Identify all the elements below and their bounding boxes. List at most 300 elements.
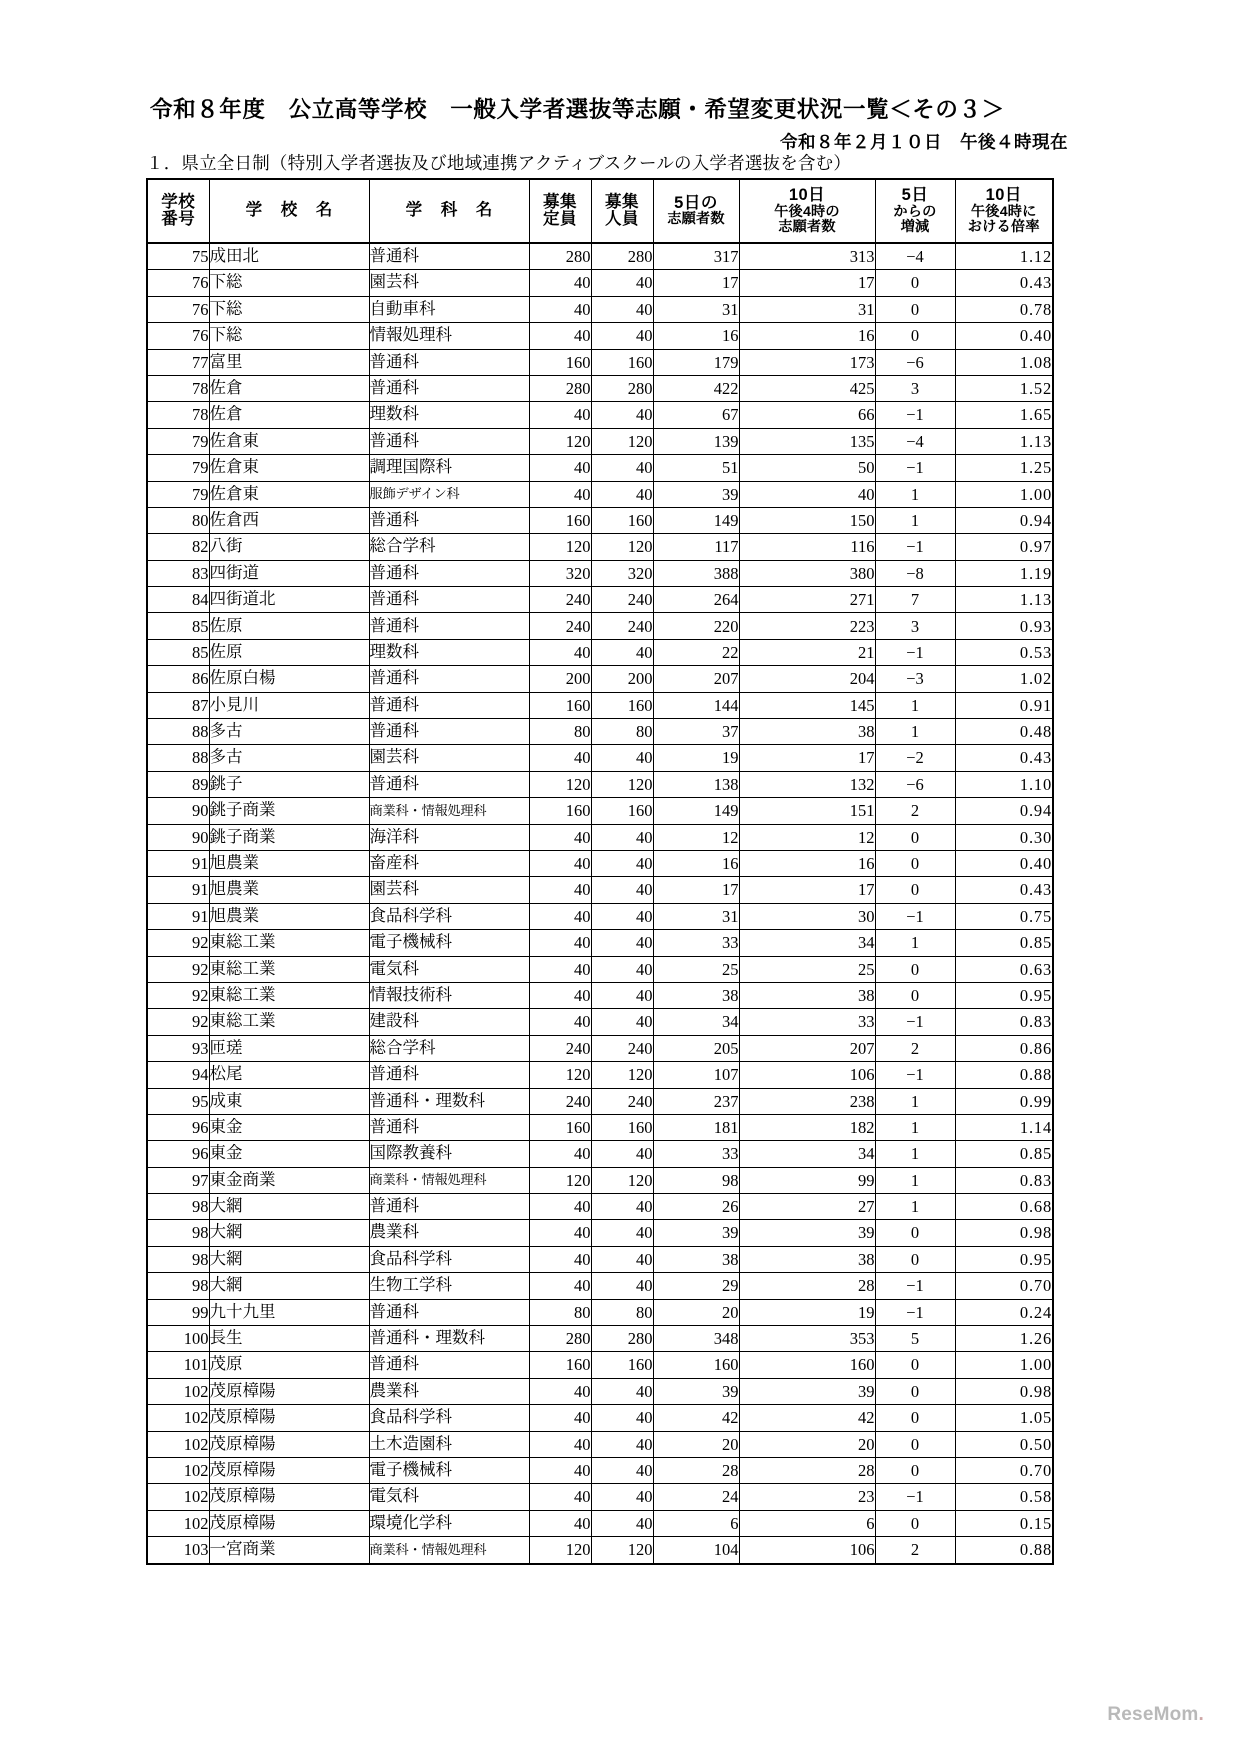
cell-department-name: 総合学科 [369, 534, 529, 560]
cell-day10-applicants: 31 [739, 296, 875, 322]
cell-department-name: 普通科 [369, 1299, 529, 1325]
cell-personnel: 200 [591, 666, 653, 692]
cell-change: −2 [875, 745, 955, 771]
cell-personnel: 40 [591, 1141, 653, 1167]
cell-ratio: 0.75 [955, 903, 1053, 929]
cell-ratio: 0.68 [955, 1194, 1053, 1220]
cell-ratio: 0.97 [955, 534, 1053, 560]
cell-capacity: 40 [529, 982, 591, 1008]
cell-capacity: 120 [529, 1167, 591, 1193]
cell-capacity: 40 [529, 903, 591, 929]
table-row [147, 1484, 1053, 1510]
cell-day5-applicants: 39 [653, 481, 739, 507]
cell-school-number: 102 [147, 1378, 209, 1404]
table-row [147, 1352, 1053, 1378]
cell-personnel: 40 [591, 1484, 653, 1510]
cell-personnel: 240 [591, 1035, 653, 1061]
table-row [147, 1510, 1053, 1536]
cell-change: −1 [875, 402, 955, 428]
cell-day5-applicants: 107 [653, 1062, 739, 1088]
cell-school-name: 長生 [209, 1326, 369, 1352]
cell-school-number: 90 [147, 824, 209, 850]
table-row [147, 719, 1053, 745]
table-row [147, 1405, 1053, 1431]
cell-ratio: 1.00 [955, 1352, 1053, 1378]
cell-school-name: 多古 [209, 745, 369, 771]
cell-day5-applicants: 348 [653, 1326, 739, 1352]
cell-ratio: 0.40 [955, 850, 1053, 876]
cell-change: 0 [875, 270, 955, 296]
cell-school-number: 88 [147, 745, 209, 771]
cell-personnel: 40 [591, 1378, 653, 1404]
cell-school-name: 富里 [209, 349, 369, 375]
table-row [147, 270, 1053, 296]
section-heading: １．県立全日制（特別入学者選抜及び地域連携アクティブスクールの入学者選抜を含む） [146, 153, 852, 173]
cell-school-number: 78 [147, 402, 209, 428]
table-row [147, 1194, 1053, 1220]
cell-change: 2 [875, 798, 955, 824]
cell-department-name: 食品科学科 [369, 903, 529, 929]
cell-day5-applicants: 104 [653, 1537, 739, 1564]
table-row [147, 1009, 1053, 1035]
cell-change: 0 [875, 850, 955, 876]
cell-ratio: 0.53 [955, 639, 1053, 665]
cell-personnel: 160 [591, 507, 653, 533]
cell-school-number: 98 [147, 1273, 209, 1299]
cell-day10-applicants: 39 [739, 1378, 875, 1404]
cell-capacity: 240 [529, 587, 591, 613]
cell-school-number: 80 [147, 507, 209, 533]
cell-school-name: 銚子 [209, 771, 369, 797]
cell-school-number: 87 [147, 692, 209, 718]
cell-department-name: 普通科 [369, 666, 529, 692]
cell-ratio: 1.08 [955, 349, 1053, 375]
ratio-line1: 10日 [985, 186, 1022, 205]
cell-personnel: 40 [591, 1194, 653, 1220]
cell-school-number: 91 [147, 903, 209, 929]
table-row [147, 982, 1053, 1008]
cell-personnel: 40 [591, 982, 653, 1008]
cell-department-name: 環境化学科 [369, 1510, 529, 1536]
cell-personnel: 160 [591, 1352, 653, 1378]
cell-department-name: 普通科 [369, 1114, 529, 1140]
cell-ratio: 1.13 [955, 587, 1053, 613]
cell-ratio: 0.94 [955, 507, 1053, 533]
cell-change: 0 [875, 1431, 955, 1457]
cell-day10-applicants: 223 [739, 613, 875, 639]
cell-personnel: 40 [591, 1220, 653, 1246]
cell-school-name: 下総 [209, 296, 369, 322]
cell-ratio: 0.70 [955, 1273, 1053, 1299]
cell-change: 0 [875, 1378, 955, 1404]
cell-day5-applicants: 28 [653, 1457, 739, 1483]
cell-school-number: 86 [147, 666, 209, 692]
cell-school-name: 佐倉東 [209, 428, 369, 454]
cell-school-number: 76 [147, 270, 209, 296]
cell-department-name: 食品科学科 [369, 1405, 529, 1431]
cell-change: 0 [875, 1457, 955, 1483]
table-row [147, 349, 1053, 375]
cell-ratio: 0.48 [955, 719, 1053, 745]
cell-department-name: 商業科・情報処理科 [369, 1537, 529, 1564]
cell-ratio: 1.10 [955, 771, 1053, 797]
cell-capacity: 280 [529, 1326, 591, 1352]
cell-school-number: 101 [147, 1352, 209, 1378]
cell-day5-applicants: 264 [653, 587, 739, 613]
cell-personnel: 40 [591, 956, 653, 982]
cell-personnel: 40 [591, 455, 653, 481]
cell-school-number: 102 [147, 1484, 209, 1510]
cell-capacity: 240 [529, 613, 591, 639]
cell-day5-applicants: 388 [653, 560, 739, 586]
cell-department-name: 普通科 [369, 375, 529, 401]
cell-change: −3 [875, 666, 955, 692]
cell-school-name: 成田北 [209, 243, 369, 270]
column-header-school-number [147, 179, 209, 243]
cell-change: −1 [875, 1062, 955, 1088]
cell-school-name: 成東 [209, 1088, 369, 1114]
cell-personnel: 40 [591, 1457, 653, 1483]
cell-day5-applicants: 33 [653, 930, 739, 956]
cell-capacity: 40 [529, 877, 591, 903]
cell-school-name: 佐原白楊 [209, 666, 369, 692]
cell-day5-applicants: 138 [653, 771, 739, 797]
table-row [147, 613, 1053, 639]
cell-personnel: 160 [591, 798, 653, 824]
cell-capacity: 40 [529, 956, 591, 982]
cell-department-name: 総合学科 [369, 1035, 529, 1061]
table-row [147, 798, 1053, 824]
cell-school-number: 82 [147, 534, 209, 560]
cell-school-number: 83 [147, 560, 209, 586]
cell-capacity: 160 [529, 1352, 591, 1378]
cell-day10-applicants: 38 [739, 719, 875, 745]
cell-school-number: 92 [147, 1009, 209, 1035]
cell-capacity: 40 [529, 1510, 591, 1536]
cell-change: 0 [875, 1220, 955, 1246]
cell-day10-applicants: 27 [739, 1194, 875, 1220]
cell-change: 2 [875, 1035, 955, 1061]
cell-day5-applicants: 38 [653, 982, 739, 1008]
cell-day5-applicants: 160 [653, 1352, 739, 1378]
cell-school-name: 佐倉東 [209, 455, 369, 481]
cell-change: 3 [875, 613, 955, 639]
cell-ratio: 0.98 [955, 1220, 1053, 1246]
cell-department-name: 普通科 [369, 1062, 529, 1088]
cell-change: 1 [875, 1194, 955, 1220]
cell-change: 0 [875, 824, 955, 850]
cell-personnel: 40 [591, 745, 653, 771]
cell-day5-applicants: 19 [653, 745, 739, 771]
cell-day5-applicants: 39 [653, 1378, 739, 1404]
cell-school-number: 102 [147, 1510, 209, 1536]
cell-capacity: 320 [529, 560, 591, 586]
cell-ratio: 0.70 [955, 1457, 1053, 1483]
cell-department-name: 園芸科 [369, 745, 529, 771]
cell-day5-applicants: 220 [653, 613, 739, 639]
cell-department-name: 普通科・理数科 [369, 1088, 529, 1114]
cell-day5-applicants: 98 [653, 1167, 739, 1193]
cell-day10-applicants: 207 [739, 1035, 875, 1061]
cell-ratio: 1.12 [955, 243, 1053, 270]
cell-school-name: 松尾 [209, 1062, 369, 1088]
cell-change: −1 [875, 1273, 955, 1299]
cell-day5-applicants: 16 [653, 323, 739, 349]
cell-capacity: 40 [529, 824, 591, 850]
cell-capacity: 80 [529, 1299, 591, 1325]
cell-change: −4 [875, 428, 955, 454]
cell-school-number: 98 [147, 1220, 209, 1246]
cell-day10-applicants: 151 [739, 798, 875, 824]
cell-day10-applicants: 135 [739, 428, 875, 454]
cell-school-number: 75 [147, 243, 209, 270]
cell-school-name: 東総工業 [209, 1009, 369, 1035]
cell-capacity: 40 [529, 402, 591, 428]
cell-day5-applicants: 38 [653, 1246, 739, 1272]
cell-day5-applicants: 149 [653, 798, 739, 824]
cell-school-number: 90 [147, 798, 209, 824]
cell-school-name: 佐倉西 [209, 507, 369, 533]
day10-line1: 10日 [788, 186, 826, 205]
table-row [147, 587, 1053, 613]
cell-change: 1 [875, 930, 955, 956]
cell-personnel: 240 [591, 1088, 653, 1114]
cell-personnel: 120 [591, 1062, 653, 1088]
personnel-line1: 募集 [605, 192, 639, 211]
cell-department-name: 電気科 [369, 956, 529, 982]
cell-department-name: 普通科 [369, 349, 529, 375]
cell-school-number: 97 [147, 1167, 209, 1193]
cell-day5-applicants: 181 [653, 1114, 739, 1140]
table-row [147, 1035, 1053, 1061]
cell-department-name: 普通科 [369, 428, 529, 454]
cell-school-name: 東総工業 [209, 930, 369, 956]
cell-day10-applicants: 150 [739, 507, 875, 533]
cell-school-number: 91 [147, 877, 209, 903]
cell-school-name: 一宮商業 [209, 1537, 369, 1564]
cell-department-name: 農業科 [369, 1220, 529, 1246]
column-header-ratio [955, 179, 1053, 243]
cell-day10-applicants: 204 [739, 666, 875, 692]
cell-school-name: 匝瑳 [209, 1035, 369, 1061]
cell-personnel: 160 [591, 349, 653, 375]
cell-capacity: 160 [529, 1114, 591, 1140]
cell-day5-applicants: 205 [653, 1035, 739, 1061]
cell-day10-applicants: 38 [739, 982, 875, 1008]
cell-capacity: 240 [529, 1088, 591, 1114]
cell-ratio: 0.99 [955, 1088, 1053, 1114]
cell-ratio: 0.95 [955, 1246, 1053, 1272]
table-row [147, 1220, 1053, 1246]
table-row [147, 1326, 1053, 1352]
column-header-day5-applicants [653, 179, 739, 243]
cell-school-number: 85 [147, 639, 209, 665]
cell-change: −1 [875, 903, 955, 929]
change-line2: からの [893, 203, 937, 220]
cell-department-name: 商業科・情報処理科 [369, 798, 529, 824]
cell-ratio: 0.98 [955, 1378, 1053, 1404]
cell-day10-applicants: 313 [739, 243, 875, 270]
cell-ratio: 1.26 [955, 1326, 1053, 1352]
cell-school-number: 92 [147, 930, 209, 956]
cell-day10-applicants: 23 [739, 1484, 875, 1510]
cell-department-name: 電気科 [369, 1484, 529, 1510]
cell-personnel: 120 [591, 534, 653, 560]
cell-day10-applicants: 42 [739, 1405, 875, 1431]
cell-school-name: 茂原樟陽 [209, 1457, 369, 1483]
cell-capacity: 40 [529, 1194, 591, 1220]
cell-change: 0 [875, 1405, 955, 1431]
cell-day10-applicants: 145 [739, 692, 875, 718]
cell-personnel: 320 [591, 560, 653, 586]
cell-change: −1 [875, 1484, 955, 1510]
table-row [147, 375, 1053, 401]
cell-personnel: 40 [591, 1405, 653, 1431]
cell-school-name: 銚子商業 [209, 798, 369, 824]
cell-personnel: 280 [591, 1326, 653, 1352]
cell-day10-applicants: 33 [739, 1009, 875, 1035]
cell-change: −8 [875, 560, 955, 586]
table-row [147, 296, 1053, 322]
cell-change: 0 [875, 1352, 955, 1378]
cell-school-number: 92 [147, 956, 209, 982]
cell-day5-applicants: 12 [653, 824, 739, 850]
cell-personnel: 40 [591, 1009, 653, 1035]
cell-capacity: 40 [529, 1405, 591, 1431]
cell-department-name: 普通科 [369, 560, 529, 586]
cell-day10-applicants: 40 [739, 481, 875, 507]
cell-school-name: 下総 [209, 323, 369, 349]
cell-day5-applicants: 25 [653, 956, 739, 982]
cell-capacity: 40 [529, 1246, 591, 1272]
cell-school-number: 102 [147, 1457, 209, 1483]
cell-day5-applicants: 317 [653, 243, 739, 270]
cell-ratio: 0.91 [955, 692, 1053, 718]
table-row [147, 323, 1053, 349]
cell-day10-applicants: 173 [739, 349, 875, 375]
cell-school-number: 96 [147, 1141, 209, 1167]
cell-change: 0 [875, 982, 955, 1008]
cell-ratio: 0.85 [955, 930, 1053, 956]
cell-department-name: 生物工学科 [369, 1273, 529, 1299]
cell-school-number: 76 [147, 296, 209, 322]
cell-school-number: 99 [147, 1299, 209, 1325]
cell-personnel: 40 [591, 296, 653, 322]
cell-ratio: 1.13 [955, 428, 1053, 454]
cell-day10-applicants: 425 [739, 375, 875, 401]
cell-school-number: 102 [147, 1431, 209, 1457]
cell-personnel: 160 [591, 692, 653, 718]
cell-day5-applicants: 139 [653, 428, 739, 454]
cell-change: 0 [875, 1246, 955, 1272]
cell-day10-applicants: 16 [739, 323, 875, 349]
cell-ratio: 0.30 [955, 824, 1053, 850]
cell-school-name: 旭農業 [209, 850, 369, 876]
cell-capacity: 40 [529, 1273, 591, 1299]
cell-capacity: 40 [529, 1141, 591, 1167]
cell-day10-applicants: 28 [739, 1457, 875, 1483]
cell-capacity: 40 [529, 930, 591, 956]
table-row [147, 692, 1053, 718]
cell-ratio: 0.95 [955, 982, 1053, 1008]
cell-school-number: 79 [147, 481, 209, 507]
cell-school-name: 旭農業 [209, 903, 369, 929]
cell-day10-applicants: 17 [739, 270, 875, 296]
cell-school-name: 茂原 [209, 1352, 369, 1378]
cell-day5-applicants: 42 [653, 1405, 739, 1431]
cell-capacity: 40 [529, 850, 591, 876]
cell-change: 5 [875, 1326, 955, 1352]
table-row [147, 850, 1053, 876]
cell-day10-applicants: 238 [739, 1088, 875, 1114]
cell-department-name: 普通科 [369, 243, 529, 270]
table-row [147, 1062, 1053, 1088]
cell-day10-applicants: 50 [739, 455, 875, 481]
cell-ratio: 1.65 [955, 402, 1053, 428]
cell-capacity: 40 [529, 1009, 591, 1035]
cell-day5-applicants: 6 [653, 1510, 739, 1536]
cell-day5-applicants: 67 [653, 402, 739, 428]
cell-change: 1 [875, 1088, 955, 1114]
cell-capacity: 240 [529, 1035, 591, 1061]
cell-capacity: 40 [529, 455, 591, 481]
cell-change: 1 [875, 1114, 955, 1140]
cell-ratio: 0.63 [955, 956, 1053, 982]
day10-line3: 志願者数 [778, 218, 836, 235]
cell-ratio: 0.50 [955, 1431, 1053, 1457]
cell-school-name: 茂原樟陽 [209, 1431, 369, 1457]
cell-day5-applicants: 20 [653, 1299, 739, 1325]
cell-day10-applicants: 38 [739, 1246, 875, 1272]
cell-change: 0 [875, 323, 955, 349]
cell-department-name: 普通科 [369, 692, 529, 718]
column-header-school-name: 学 校 名 [209, 179, 369, 243]
cell-department-name: 農業科 [369, 1378, 529, 1404]
cell-school-number: 98 [147, 1194, 209, 1220]
cell-school-name: 東金 [209, 1114, 369, 1140]
cell-day10-applicants: 106 [739, 1537, 875, 1564]
column-header-capacity [529, 179, 591, 243]
cell-personnel: 40 [591, 639, 653, 665]
admissions-table [146, 178, 1054, 1565]
ratio-line2: 午後4時に [970, 203, 1037, 220]
cell-change: 1 [875, 719, 955, 745]
column-header-department-name: 学 科 名 [369, 179, 529, 243]
cell-ratio: 0.24 [955, 1299, 1053, 1325]
cell-personnel: 120 [591, 1167, 653, 1193]
cell-day10-applicants: 353 [739, 1326, 875, 1352]
cell-department-name: 園芸科 [369, 270, 529, 296]
cell-capacity: 40 [529, 1378, 591, 1404]
cell-capacity: 120 [529, 534, 591, 560]
cell-capacity: 120 [529, 1062, 591, 1088]
cell-day10-applicants: 39 [739, 1220, 875, 1246]
cell-ratio: 0.83 [955, 1167, 1053, 1193]
cell-ratio: 1.14 [955, 1114, 1053, 1140]
cell-day5-applicants: 31 [653, 903, 739, 929]
cell-ratio: 1.02 [955, 666, 1053, 692]
cell-personnel: 40 [591, 824, 653, 850]
cell-ratio: 0.58 [955, 1484, 1053, 1510]
table-header [147, 179, 1053, 243]
cell-school-name: 茂原樟陽 [209, 1510, 369, 1536]
cell-change: −6 [875, 771, 955, 797]
cell-personnel: 40 [591, 402, 653, 428]
cell-personnel: 40 [591, 1431, 653, 1457]
cell-change: 1 [875, 507, 955, 533]
watermark-text: ReseMom [1107, 1704, 1199, 1725]
table-row [147, 1114, 1053, 1140]
